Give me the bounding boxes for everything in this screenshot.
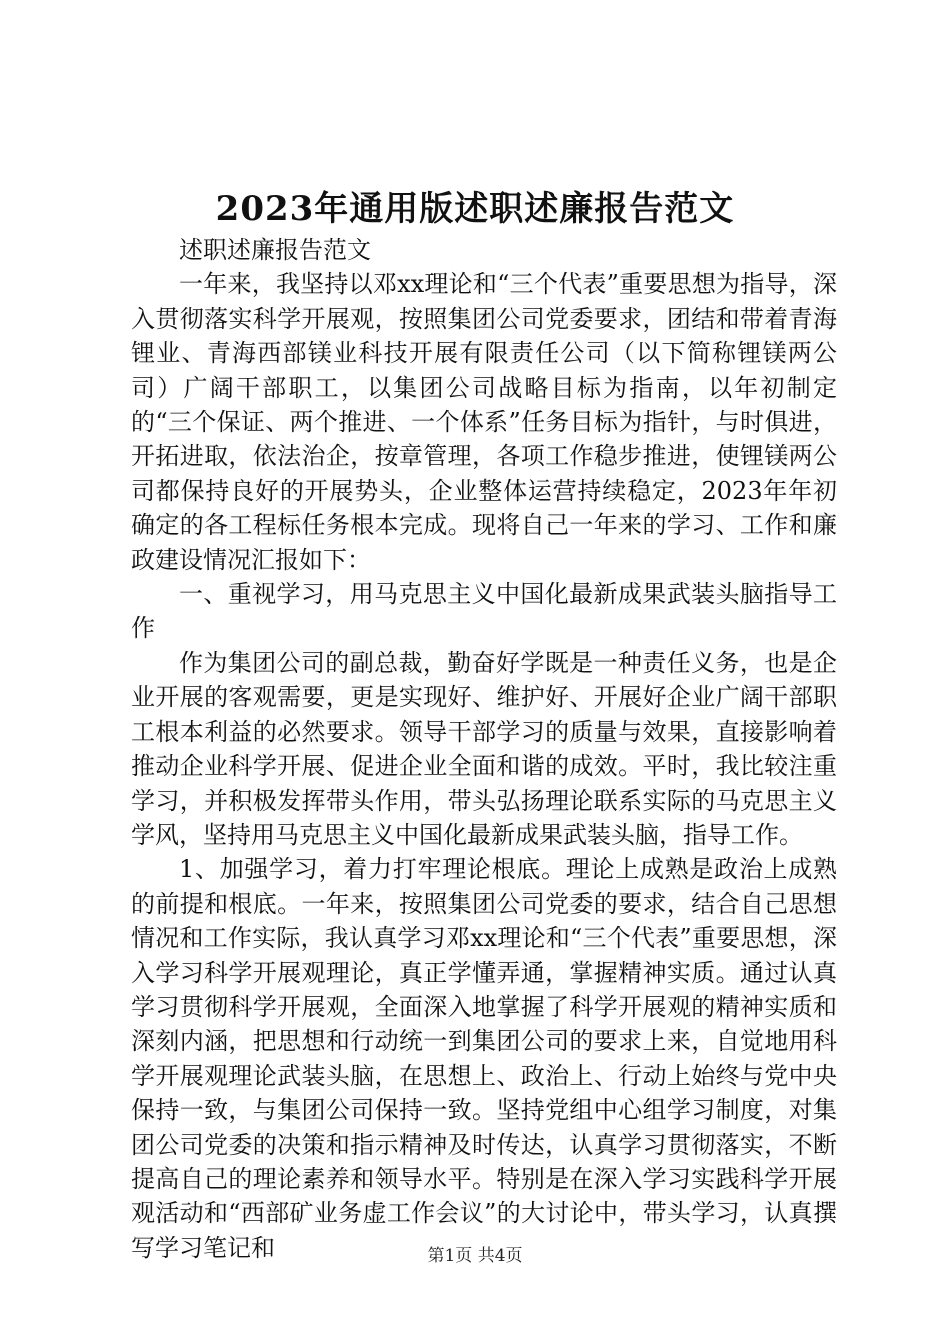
document-body <box>131 233 837 1265</box>
section-heading: 一、重视学习，用马克思主义中国化最新成果武装头脑指导工作 <box>131 580 837 643</box>
paragraph-intro: 一年来，我坚持以邓xx理论和“三个代表”重要思想为指导，深入贯彻落实科学开展观，按照集团公司党委要求，团结和带着青海锂业、青海西部镁业科技开展有限责任公司（以下简称锂镁两公司）广阔干部职工，以集团公司战略目标为指南，以年初制定的“三个保证、两个推进、一个体系”任务目标为指针，与时俱进，开拓进取，依法治企，按章管理，各项工作稳步推进，使锂镁两公司都保持良好的开展势头，企业整体运营持续稳定，2023年年初确定的各工程标任务根本完成。现将自己一年来的学习、工作和廉政建设情况汇报如下： <box>131 270 837 574</box>
paragraph-body: 1、加强学习，着力打牢理论根底。理论上成熟是政治上成熟的前提和根底。一年来，按照集团公司党委的要求，结合自己思想情况和工作实际，我认真学习邓xx理论和“三个代表”重要思想，深入学习科学开展观理论，真正学懂弄通，掌握精神实质。通过认真学习贯彻科学开展观，全面深入地掌握了科学开展观的精神实质和深刻内涵，把思想和行动统一到集团公司的要求上来，自觉地用科学开展观理论武装头脑，在思想上、政治上、行动上始终与党中央保持一致，与集团公司保持一致。坚持党组中心组学习制度，对集团公司党委的决策和指示精神及时传达，认真学习贯彻落实，不断提高自己的理论素养和领导水平。特别是在深入学习实践科学开展观活动和“西部矿业务虚工作会议”的大讨论中，带头学习，认真撰写学习笔记和 <box>131 855 837 1262</box>
document-title: 2023年通用版述职述廉报告范文 <box>215 189 735 229</box>
paragraph-subtitle: 述职述廉报告范文 <box>179 236 371 264</box>
page-footer: 第1页 共4页 <box>427 1246 523 1266</box>
paragraph-body: 作为集团公司的副总裁，勤奋好学既是一种责任义务，也是企业开展的客观需要，更是实现好、维护好、开展好企业广阔干部职工根本利益的必然要求。领导干部学习的质量与效果，直接影响着推动企业科学开展、促进企业全面和谐的成效。平时，我比较注重学习，并积极发挥带头作用，带头弘扬理论联系实际的马克思主义学风，坚持用马克思主义中国化最新成果武装头脑，指导工作。 <box>131 648 837 849</box>
